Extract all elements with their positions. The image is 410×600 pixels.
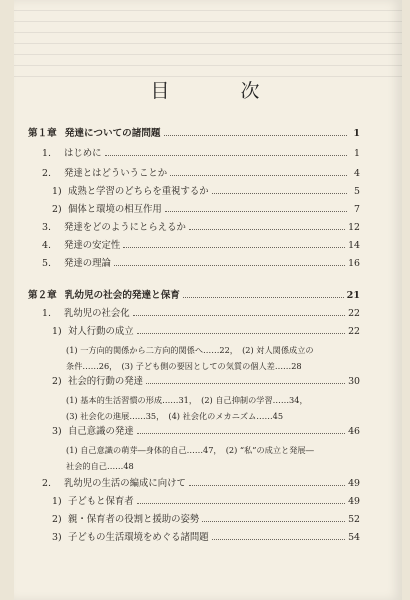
dot-leader: [146, 383, 345, 384]
chapter-label: 第１章: [28, 128, 57, 139]
toc-entry: [42, 222, 360, 234]
dot-leader: [123, 247, 345, 248]
entry-title: 個体と環境の相互作用: [68, 204, 162, 215]
dot-leader: [170, 175, 347, 176]
chapter-title: 発達についての諸問題: [64, 128, 161, 139]
toc-detail-line: 条件……26， (3) 子ども側の要因としての気質の個人差……28: [66, 361, 302, 371]
toc-entry: [42, 168, 360, 180]
entry-number: 2.: [42, 168, 51, 179]
page-number: 4: [354, 168, 360, 179]
toc-entry: [52, 514, 360, 526]
page-number: 54: [348, 532, 360, 543]
dot-leader: [183, 297, 344, 298]
dot-leader: [189, 485, 345, 486]
entry-number: 2): [52, 204, 62, 215]
toc-detail-line: 社会的自己……48: [66, 461, 134, 471]
page-number: 16: [348, 258, 360, 269]
toc-chapter-1: [28, 128, 360, 140]
toc-entry: [52, 204, 360, 216]
entry-number: 3): [52, 426, 62, 437]
entry-title: 子どもと保育者: [68, 496, 134, 507]
entry-title: 乳幼児の社会化: [64, 308, 130, 319]
toc-entry: [52, 186, 360, 198]
entry-title: 社会的行動の発達: [68, 376, 144, 387]
entry-number: 2): [52, 514, 62, 525]
entry-number: 1.: [42, 308, 51, 319]
entry-title: 発達の理論: [64, 258, 111, 269]
page-number: 49: [348, 496, 360, 507]
toc-entry: [42, 478, 360, 490]
entry-number: 2.: [42, 478, 51, 489]
toc-entry: [42, 240, 360, 252]
dot-leader: [212, 539, 345, 540]
entry-number: 5.: [42, 258, 51, 269]
entry-title: 発達をどのようにとらえるか: [64, 222, 186, 233]
page-number: 46: [348, 426, 360, 437]
entry-title: はじめに: [64, 148, 102, 159]
toc-entry: [42, 258, 360, 270]
dot-leader: [137, 503, 345, 504]
page-number: 52: [348, 514, 360, 525]
toc-entry: [42, 148, 360, 160]
chapter-title: 乳幼児の社会的発達と保育: [64, 290, 180, 301]
entry-number: 2): [52, 376, 62, 387]
entry-number: 1): [52, 326, 62, 337]
page-title: 目 次: [150, 80, 286, 102]
entry-title: 親・保育者の役割と援助の姿勢: [68, 514, 200, 525]
entry-number: 1): [52, 496, 62, 507]
chapter-label: 第２章: [28, 290, 57, 301]
toc-detail-line: (3) 社会化の進展……35， (4) 社会化のメカニズム……45: [66, 411, 284, 421]
toc-entry: [52, 426, 360, 438]
dot-leader: [212, 193, 347, 194]
page-number: 5: [354, 186, 360, 197]
toc-detail-line: (1) 基本的生活習慣の形成……31， (2) 自己抑制の学習……34，: [66, 395, 308, 405]
page-number: 22: [348, 326, 360, 337]
entry-title: 対人行動の成立: [68, 326, 134, 337]
dot-leader: [114, 265, 345, 266]
dot-leader: [189, 229, 345, 230]
entry-number: 3.: [42, 222, 51, 233]
dot-leader: [137, 433, 345, 434]
page-number: 49: [348, 478, 360, 489]
toc-entry: [52, 496, 360, 508]
dot-leader: [133, 315, 345, 316]
dot-leader: [165, 211, 347, 212]
toc-entry: [52, 376, 360, 388]
dot-leader: [164, 135, 347, 136]
toc-detail-line: (1) 自己意識の萌芽―身体的自己……47， (2) “私”の成立と発展―: [66, 445, 314, 455]
entry-number: 1.: [42, 148, 51, 159]
entry-title: 子どもの生活環境をめぐる諸問題: [68, 532, 209, 543]
page-number: 22: [348, 308, 360, 319]
page-number: 1: [354, 148, 360, 159]
entry-title: 乳幼児の生活の編成に向けて: [64, 478, 186, 489]
entry-title: 成熟と学習のどちらを重視するか: [68, 186, 209, 197]
entry-title: 自己意識の発達: [68, 426, 134, 437]
toc-detail-line: (1) 一方向的関係から二方向的関係へ……22， (2) 対人関係成立の: [66, 345, 314, 355]
entry-number: 1): [52, 186, 62, 197]
dot-leader: [105, 155, 347, 156]
toc-entry: [42, 308, 360, 320]
entry-number: 3): [52, 532, 62, 543]
toc-entry: [52, 326, 360, 338]
entry-number: 4.: [42, 240, 51, 251]
page-number: 30: [348, 376, 360, 387]
toc-entry: [52, 532, 360, 544]
entry-title: 発達の安定性: [64, 240, 121, 251]
page-number: 21: [346, 290, 360, 301]
dot-leader: [202, 521, 345, 522]
dot-leader: [137, 333, 345, 334]
page-number: 7: [354, 204, 360, 215]
page-number: 1: [353, 128, 360, 139]
toc-chapter-2: [28, 290, 360, 302]
page-number: 14: [348, 240, 360, 251]
entry-title: 発達とはどういうことか: [64, 168, 168, 179]
page-number: 12: [348, 222, 360, 233]
